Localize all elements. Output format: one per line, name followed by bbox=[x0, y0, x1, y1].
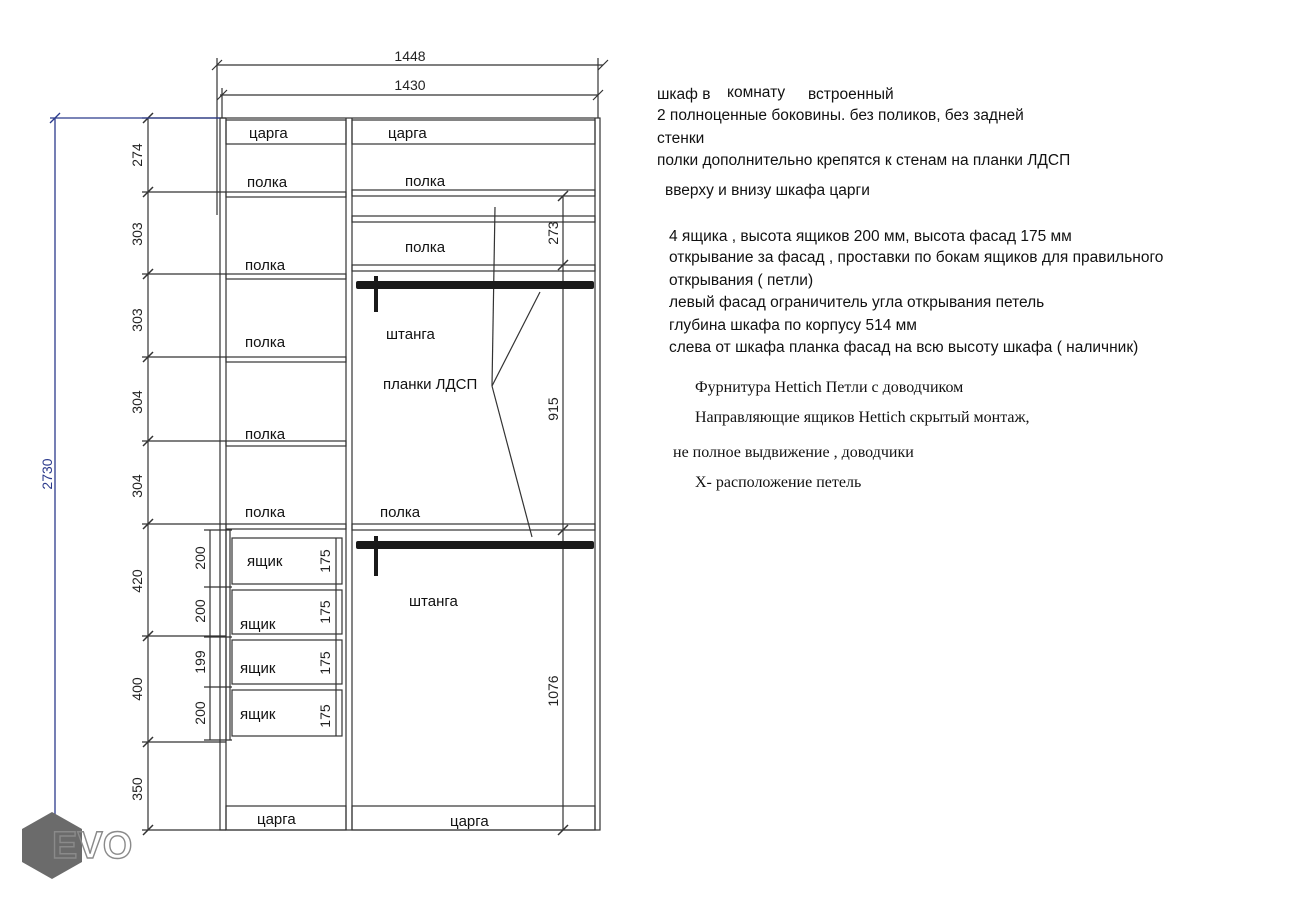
note-line1-c: встроенный bbox=[808, 86, 894, 103]
dim-total-height: 2730 bbox=[39, 458, 55, 490]
note-line6: 4 ящика , высота ящиков 200 мм, высота фасад 175 мм bbox=[669, 228, 1072, 245]
dim-outer-width: 1448 bbox=[394, 48, 426, 64]
label-shelf-right-2: полка bbox=[405, 239, 446, 256]
dim-left-section: 303 bbox=[129, 222, 145, 246]
evo-logo bbox=[22, 812, 132, 879]
note-line1-a: шкаф в bbox=[657, 86, 711, 103]
shelf-right-4 bbox=[352, 524, 595, 530]
rod-upper bbox=[356, 281, 594, 289]
note-line5: вверху и внизу шкафа царги bbox=[665, 182, 870, 199]
note-line11: слева от шкафа планка фасад на всю высоту шкафа ( наличник) bbox=[669, 339, 1139, 356]
leader-planki-1 bbox=[492, 207, 495, 386]
shelf-left-5 bbox=[226, 524, 346, 529]
label-shelf-right-3: полка bbox=[380, 504, 421, 521]
note-line10: глубина шкафа по корпусу 514 мм bbox=[669, 317, 917, 334]
wardrobe-carcass bbox=[220, 118, 600, 830]
left-dimension-labels bbox=[129, 143, 145, 801]
dim-left-section: 400 bbox=[129, 677, 145, 701]
label-drawer-1: ящик bbox=[247, 553, 283, 570]
note-line7: открывание за фасад , проставки по бокам ящиков для правильного bbox=[669, 249, 1164, 266]
dim-drawer-height: 200 bbox=[192, 546, 208, 570]
dim-drawer-front: 175 bbox=[317, 549, 333, 573]
label-tsarga-bottom-right: царга bbox=[450, 813, 489, 830]
shelf-right-1 bbox=[352, 190, 595, 196]
leader-planki-2 bbox=[492, 292, 540, 386]
label-tsarga-top-left: царга bbox=[249, 125, 288, 142]
label-shelf-left-3: полка bbox=[245, 334, 286, 351]
note-fittings-3: не полное выдвижение , доводчики bbox=[673, 444, 914, 461]
drawer-dimension-labels bbox=[192, 546, 208, 725]
rod-lower bbox=[356, 541, 594, 549]
shelf-left-1 bbox=[226, 192, 346, 197]
dim-inner-width: 1430 bbox=[394, 77, 426, 93]
dim-left-section: 274 bbox=[129, 143, 145, 167]
label-shelf-left-5: полка bbox=[245, 504, 286, 521]
dim-right-section: 1076 bbox=[545, 675, 561, 707]
right-dimension-labels bbox=[545, 221, 561, 706]
label-drawer-2: ящик bbox=[240, 616, 276, 633]
label-drawer-3: ящик bbox=[240, 660, 276, 677]
leader-planki-3 bbox=[492, 386, 532, 537]
front-dimension-labels bbox=[317, 549, 333, 728]
note-fittings-4: Х- расположение петель bbox=[695, 474, 862, 491]
dim-left-section: 304 bbox=[129, 474, 145, 498]
shelf-right-2 bbox=[352, 216, 595, 222]
note-line3: стенки bbox=[657, 130, 705, 147]
note-fittings-2: Направляющие ящиков Hettich скрытый монтаж, bbox=[695, 409, 1030, 426]
dim-drawer-height: 200 bbox=[192, 599, 208, 623]
note-line9: левый фасад ограничитель угла открывания петель bbox=[669, 294, 1045, 311]
shelf-left-2 bbox=[226, 274, 346, 279]
note-line1-b: комнату bbox=[727, 84, 786, 101]
note-line4: полки дополнительно крепятся к стенам на планки ЛДСП bbox=[657, 152, 1071, 169]
logo-text: EVO bbox=[52, 825, 133, 867]
dim-right-section: 273 bbox=[545, 221, 561, 245]
dim-left-section: 304 bbox=[129, 390, 145, 414]
dim-drawer-height: 199 bbox=[192, 650, 208, 674]
dim-right-section: 915 bbox=[545, 397, 561, 421]
dim-left-section: 420 bbox=[129, 569, 145, 593]
label-rod-lower: штанга bbox=[409, 593, 458, 610]
shelf-left-4 bbox=[226, 441, 346, 446]
dim-left-section: 303 bbox=[129, 308, 145, 332]
dim-drawer-front: 175 bbox=[317, 651, 333, 675]
label-shelf-left-2: полка bbox=[245, 257, 286, 274]
label-tsarga-bottom-left: царга bbox=[257, 811, 296, 828]
label-shelf-right-1: полка bbox=[405, 173, 446, 190]
rod-upper-bracket bbox=[374, 276, 378, 312]
label-shelf-left-4: полка bbox=[245, 426, 286, 443]
label-drawer-4: ящик bbox=[240, 706, 276, 723]
label-planki: планки ЛДСП bbox=[383, 376, 478, 393]
shelf-left-3 bbox=[226, 357, 346, 362]
label-tsarga-top-right: царга bbox=[388, 125, 427, 142]
rod-lower-bracket bbox=[374, 536, 378, 576]
dim-drawer-front: 175 bbox=[317, 704, 333, 728]
label-shelf-left-1: полка bbox=[247, 174, 288, 191]
note-line8: открывания ( петли) bbox=[669, 272, 814, 289]
note-fittings-1: Фурнитура Hettich Петли с доводчиком bbox=[695, 379, 964, 396]
note-line2: 2 полноценные боковины. без поликов, без задней bbox=[657, 107, 1024, 124]
dim-drawer-front: 175 bbox=[317, 600, 333, 624]
label-rod-upper: штанга bbox=[386, 326, 435, 343]
dim-drawer-height: 200 bbox=[192, 701, 208, 725]
dim-left-section: 350 bbox=[129, 777, 145, 801]
